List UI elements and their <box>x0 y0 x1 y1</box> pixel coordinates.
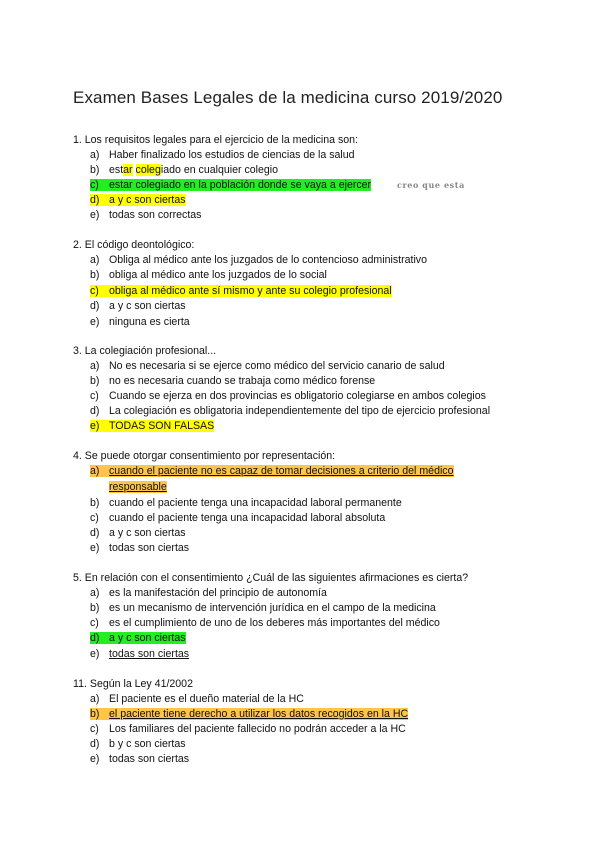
option-text: estar colegiado en la población donde se vaya a ejercer <box>109 179 372 191</box>
q11-option-c <box>90 723 406 735</box>
q1-option-a <box>90 149 355 161</box>
option-text: todas son correctas <box>109 209 202 221</box>
option-letter: d) <box>90 300 100 312</box>
option-letter: b) <box>90 269 100 281</box>
q1-option-e <box>90 209 201 221</box>
option-letter: e) <box>90 420 109 432</box>
question-1: 1. Los requisitos legales para el ejercicio de la medicina son: <box>73 134 359 146</box>
q1-option-b <box>90 164 278 176</box>
q4-option-d <box>90 527 186 539</box>
option-letter: e) <box>90 648 100 660</box>
option-text: a y c son ciertas <box>109 194 186 206</box>
option-text-end: iado en cualquier colegio <box>160 164 279 176</box>
option-letter: d) <box>90 194 109 206</box>
q4-option-a-continuation <box>109 481 167 493</box>
q5-option-b <box>90 602 436 614</box>
handwritten-note: creo que esta <box>397 180 465 190</box>
option-letter: b) <box>90 497 100 509</box>
q11-option-a <box>90 693 304 705</box>
q3-option-c <box>90 390 486 402</box>
option-text: el paciente tiene derecho a utilizar los datos recogidos en la HC <box>109 708 409 720</box>
highlight-fragment: coleg <box>135 164 161 176</box>
option-text: El paciente es el dueño material de la HC <box>109 693 304 705</box>
question-11: 11. Según la Ley 41/2002 <box>73 678 193 690</box>
option-letter: c) <box>90 285 109 297</box>
q2-option-c <box>90 285 392 297</box>
q4-option-a <box>90 465 454 477</box>
option-text: obliga al médico ante los juzgados de lo social <box>109 269 327 281</box>
option-text: todas son ciertas <box>109 753 190 765</box>
option-text: cuando el paciente no es capaz de tomar decisiones a criterio del médico <box>109 465 454 477</box>
q11-option-b <box>90 708 408 720</box>
option-text: Obliga al médico ante los juzgados de lo contencioso administrativo <box>109 254 427 266</box>
option-letter: e) <box>90 753 100 765</box>
q4-option-e <box>90 542 189 554</box>
option-text: No es necesaria si se ejerce como médico del servicio canario de salud <box>109 360 445 372</box>
option-letter: d) <box>90 738 100 750</box>
option-text: ninguna es cierta <box>109 316 190 328</box>
option-letter: d) <box>90 527 100 539</box>
q3-option-d <box>90 405 490 417</box>
q5-option-d <box>90 632 186 644</box>
option-text: a y c son ciertas <box>109 632 186 644</box>
option-text: b y c son ciertas <box>109 738 186 750</box>
q11-option-d <box>90 738 186 750</box>
q1-option-c <box>90 179 371 191</box>
option-text: cuando el paciente tenga una incapacidad laboral absoluta <box>109 512 386 524</box>
option-letter: b) <box>90 602 100 614</box>
q3-option-a <box>90 360 445 372</box>
option-text: es un mecanismo de intervención jurídica en el campo de la medicina <box>109 602 436 614</box>
highlight-fragment: ar <box>123 164 133 176</box>
option-text: Los familiares del paciente fallecido no podrán acceder a la HC <box>109 723 406 735</box>
q2-option-b <box>90 269 327 281</box>
option-text: es el cumplimiento de uno de los deberes más importantes del médico <box>109 617 440 629</box>
option-letter: a) <box>90 465 109 477</box>
q2-option-d <box>90 300 186 312</box>
q3-option-e <box>90 420 214 432</box>
option-letter: e) <box>90 316 100 328</box>
q5-option-e <box>90 648 189 660</box>
option-text: cuando el paciente tenga una incapacidad laboral permanente <box>109 497 402 509</box>
q5-option-c <box>90 617 440 629</box>
q2-option-a <box>90 254 427 266</box>
option-letter: c) <box>90 617 99 629</box>
option-letter: d) <box>90 405 100 417</box>
option-text: a y c son ciertas <box>109 300 186 312</box>
q3-option-b <box>90 375 375 387</box>
option-text: todas son ciertas <box>109 542 190 554</box>
option-letter: e) <box>90 542 100 554</box>
option-letter: a) <box>90 587 100 599</box>
q2-option-e <box>90 316 190 328</box>
option-letter: b) <box>90 164 100 176</box>
question-4: 4. Se puede otorgar consentimiento por representación: <box>73 450 336 462</box>
option-letter: a) <box>90 149 100 161</box>
option-text: responsable <box>109 481 167 493</box>
option-letter: e) <box>90 209 100 221</box>
option-text: todas son ciertas <box>109 648 190 660</box>
option-text: La colegiación es obligatoria independientemente del tipo de ejercicio profesional <box>109 405 491 417</box>
q4-option-b <box>90 497 402 509</box>
option-text: a y c son ciertas <box>109 527 186 539</box>
option-letter: c) <box>90 179 109 191</box>
page-title: Examen Bases Legales de la medicina curso 2019/2020 <box>73 88 503 107</box>
option-letter: a) <box>90 360 100 372</box>
option-text: es la manifestación del principio de autonomía <box>109 587 327 599</box>
option-letter: c) <box>90 512 99 524</box>
option-letter: a) <box>90 254 100 266</box>
option-letter: b) <box>90 708 109 720</box>
q1-option-d <box>90 194 186 206</box>
q5-option-a <box>90 587 327 599</box>
option-text: no es necesaria cuando se trabaja como médico forense <box>109 375 376 387</box>
question-5: 5. En relación con el consentimiento ¿Cuál de las siguientes afirmaciones es cierta? <box>73 572 469 584</box>
question-3: 3. La colegiación profesional... <box>73 345 217 357</box>
option-text: TODAS SON FALSAS <box>109 420 215 432</box>
option-text-start: est <box>109 164 124 176</box>
option-text: Haber finalizado los estudios de ciencias de la salud <box>109 149 355 161</box>
option-letter: c) <box>90 390 99 402</box>
option-letter: c) <box>90 723 99 735</box>
q4-option-c <box>90 512 385 524</box>
question-2: 2. El código deontológico: <box>73 239 195 251</box>
option-text: Cuando se ejerza en dos provincias es obligatorio colegiarse en ambos colegios <box>109 390 486 402</box>
q11-option-e <box>90 753 189 765</box>
option-letter: a) <box>90 693 100 705</box>
option-letter: d) <box>90 632 109 644</box>
option-letter: b) <box>90 375 100 387</box>
option-text: obliga al médico ante sí mismo y ante su colegio profesional <box>109 285 392 297</box>
